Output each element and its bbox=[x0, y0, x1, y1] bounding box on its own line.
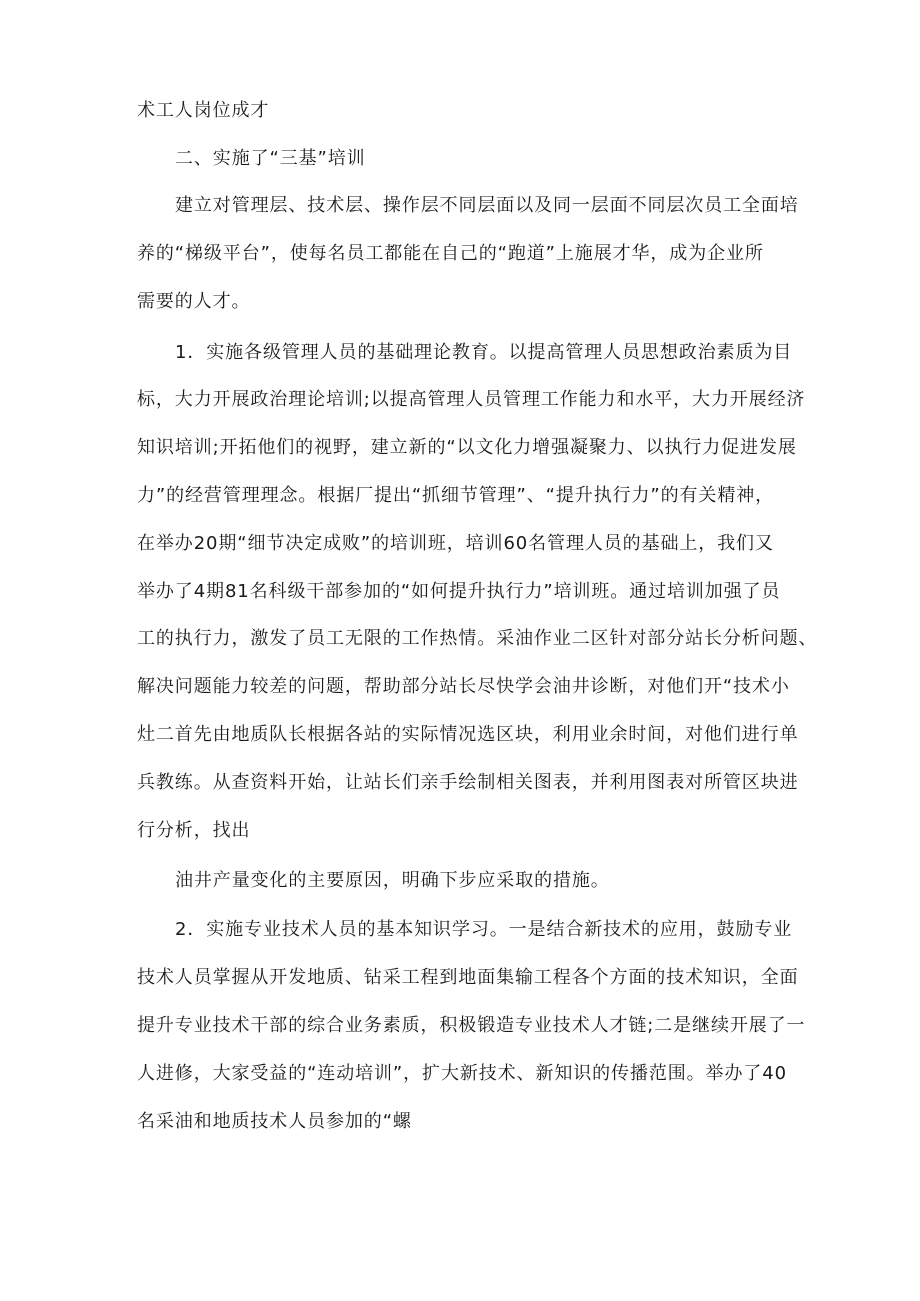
text-line: 灶二首先由地质队长根据各站的实际情况选区块，利用业余时间，对他们进行单 bbox=[137, 724, 799, 745]
text-line: 工的执行力，激发了员工无限的工作热情。采油作业二区针对部分站长分析问题、 bbox=[137, 628, 818, 649]
text-line: 力”的经营管理理念。根据厂提出“抓细节管理”、“提升执行力”的有关精神， bbox=[137, 485, 775, 506]
text-line: 油井产量变化的主要原因，明确下步应采取的措施。 bbox=[175, 870, 610, 891]
text-line: 兵教练。从查资料开始，让站长们亲手绘制相关图表，并利用图表对所管区块进 bbox=[137, 772, 799, 793]
text-line: 提升专业技术干部的综合业务素质，积极锻造专业技术人才链;二是继续开展了一 bbox=[137, 1015, 806, 1036]
text-line: 行分析，找出 bbox=[137, 820, 251, 841]
text-line: 举办了4期81名科级干部参加的“如何提升执行力”培训班。通过培训加强了员 bbox=[137, 581, 781, 602]
text-line: 人进修，大家受益的“连动培训”，扩大新技术、新知识的传播范围。举办了40 bbox=[137, 1063, 787, 1084]
text-line: 标，大力开展政治理论培训;以提高管理人员管理工作能力和水平，大力开展经济 bbox=[137, 389, 806, 410]
text-line: 1．实施各级管理人员的基础理论教育。以提高管理人员思想政治素质为目 bbox=[175, 342, 793, 363]
text-line: 养的“梯级平台”，使每名员工都能在自己的“跑道”上施展才华，成为企业所 bbox=[137, 243, 764, 264]
text-line: 需要的人才。 bbox=[137, 291, 251, 312]
section-heading: 二、实施了“三基”培训 bbox=[175, 148, 366, 169]
text-line: 2．实施专业技术人员的基本知识学习。一是结合新技术的应用，鼓励专业 bbox=[175, 919, 793, 940]
text-line: 建立对管理层、技术层、操作层不同层面以及同一层面不同层次员工全面培 bbox=[175, 195, 799, 216]
text-line: 名采油和地质技术人员参加的“螺 bbox=[137, 1111, 412, 1132]
text-line: 解决问题能力较差的问题，帮助部分站长尽快学会油井诊断，对他们开“技术小 bbox=[137, 676, 790, 697]
text-line: 术工人岗位成才 bbox=[137, 100, 270, 121]
text-line: 技术人员掌握从开发地质、钻采工程到地面集输工程各个方面的技术知识，全面 bbox=[137, 967, 799, 988]
text-line: 在举办20期“细节决定成败”的培训班，培训60名管理人员的基础上，我们又 bbox=[137, 533, 774, 554]
text-line: 知识培训;开拓他们的视野，建立新的“以文化力增强凝聚力、以执行力促进发展 bbox=[137, 437, 797, 458]
